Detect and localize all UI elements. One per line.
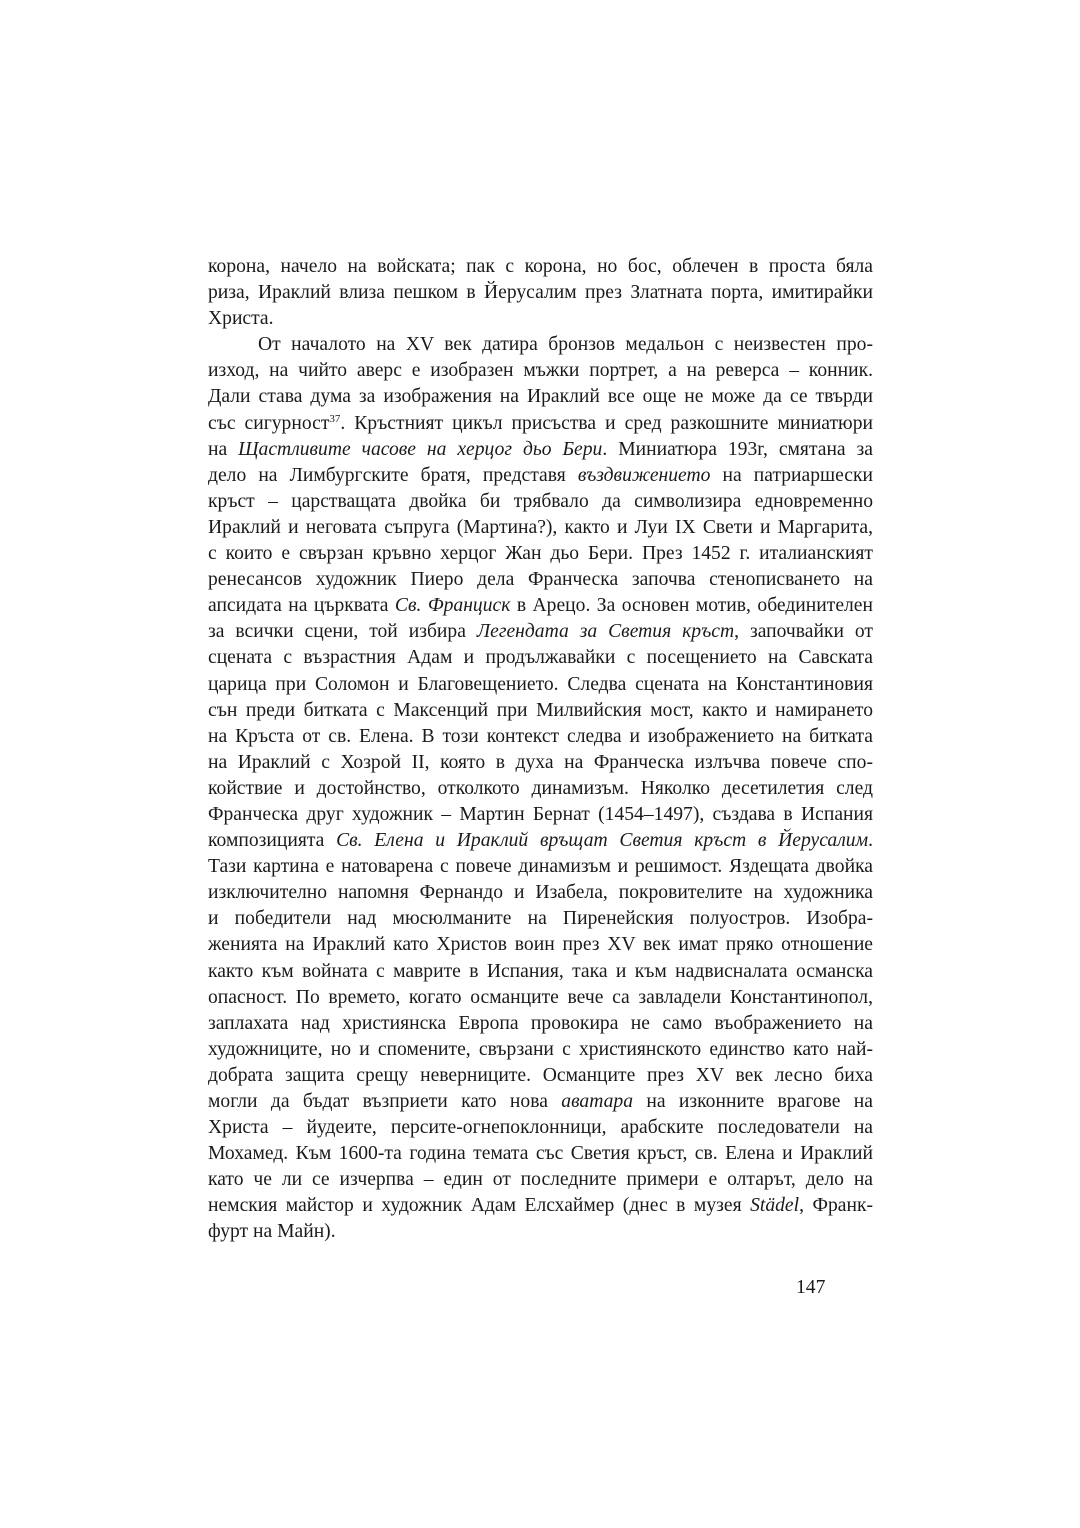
text-fragment: , Франк-	[799, 1195, 873, 1217]
text-line: Тази картина е натоварена с повече динамизъм и решимост. Яздещата двойка	[208, 856, 873, 878]
text-fragment: .	[868, 830, 873, 852]
text-line: ренесансов художник Пиеро дела Франческа започва стенописването на	[208, 569, 873, 591]
text-fragment: могли да бъдат възприети като нова	[208, 1091, 562, 1112]
text-line: корона, начело на войската; пак с корона, но бос, облечен в проста бяла	[208, 256, 873, 277]
text-line: изход, на чийто аверс е изобразен мъжки портрет, а на реверса – конник.	[208, 360, 873, 382]
text-line: както към войната с маврите в Испания, така и към надвисналата османска	[208, 960, 873, 982]
text-line: на Ираклий с Хозрой II, която в духа на Франческа излъчва повече спо-	[208, 751, 873, 773]
text-fragment: в Арецо. За основен мотив, обединителен	[510, 595, 873, 617]
text-line	[208, 411, 873, 437]
text-line	[208, 828, 873, 854]
text-line: заплахата над християнска Европа провокира не само въображението на	[208, 1012, 873, 1034]
text-line: койствие и достойнство, отколкото динамизъм. Няколко десетилетия след	[208, 777, 873, 799]
text-fragment: на изконните врагове на	[633, 1091, 873, 1112]
text-line: художниците, но и спомените, свързани с християнското единство като най-	[208, 1038, 873, 1060]
text-line	[208, 593, 873, 619]
text-line	[208, 619, 873, 645]
text-line: Мохамед. Към 1600-та година темата със Светия кръст, св. Елена и Ираклий	[208, 1143, 873, 1165]
text-line: като че ли се изчерпва – един от последните примери е олтарът, дело на	[208, 1169, 873, 1191]
text-fragment: на патриаршески	[710, 464, 873, 486]
paragraph-1	[208, 254, 873, 332]
text-line: кръст – царстващата двойка би трябвало да символизира едновременно	[208, 490, 873, 512]
text-line: опасност. По времето, когато османците вече са завладели Константинопол,	[208, 986, 873, 1008]
text-line	[208, 1193, 873, 1219]
text-line	[208, 1089, 873, 1115]
text-line: сън преди битката с Максенций при Милвийския мост, както и намирането	[208, 699, 873, 721]
text-line: Ираклий и неговата съпруга (Мартина?), както и Луи IX Свети и Маргарита,	[208, 516, 873, 538]
page-number: 147	[796, 1277, 826, 1298]
italic-title: Легендата за Светия кръст	[476, 621, 735, 643]
text-line: на Кръста от св. Елена. В този контекст следва и изображението на битката	[208, 725, 873, 747]
text-line: Дали става дума за изображения на Ираклий все още не може да се твърди	[208, 386, 873, 408]
italic-title: Св. Елена и Ираклий връщат Светия кръст в Йерусалим	[336, 830, 869, 852]
text-line	[208, 463, 873, 489]
paragraph-2	[208, 332, 873, 1245]
text-fragment: немския майстор и художник Адам Елсхаймер (днес в музея	[208, 1195, 751, 1217]
italic-title: Städel	[750, 1195, 800, 1217]
text-line: и победители над мюсюлманите на Пиренейския полуостров. Изобра-	[208, 908, 873, 930]
text-line: риза, Ираклий влиза пешком в Йерусалим през Златната порта, имитирайки	[208, 282, 873, 304]
text-line: царица при Соломон и Благовещението. Следва сцената на Константиновия	[208, 673, 873, 695]
text-line: Франческа друг художник – Мартин Бернат (1454–1497), създава в Испания	[208, 803, 873, 825]
text-line: От началото на XV век датира бронзов медальон с неизвестен про-	[258, 334, 873, 356]
italic-term: аватара	[561, 1091, 634, 1112]
text-line: фурт на Майн).	[208, 1221, 336, 1243]
body-text	[208, 254, 873, 1246]
text-line: добрата защита срещу неверниците. Османците през XV век лесно биха	[208, 1064, 873, 1086]
text-fragment: , започвайки от	[734, 621, 873, 643]
text-line: Христа – йудеите, персите-огнепоклонници, арабските последователи на	[208, 1117, 873, 1139]
italic-term: въздвижението	[577, 464, 711, 486]
text-fragment: на	[208, 438, 239, 460]
text-line: с които е свързан кръвно херцог Жан дьо Бери. През 1452 г. италианският	[208, 543, 873, 565]
text-fragment: . Миниатюра 193r, смятана за	[602, 438, 873, 460]
italic-title: Щастливите часове на херцог дьо Бери	[238, 438, 603, 460]
text-fragment: със сигурност	[208, 412, 330, 434]
text-line: изключително напомня Фернандо и Изабела, покровителите на художника	[208, 882, 873, 904]
text-fragment: композицията	[208, 830, 337, 852]
text-fragment: . Кръстният цикъл присъства и сред разкошните миниатюри	[340, 412, 873, 434]
text-line: Христа.	[208, 308, 274, 330]
text-fragment: апсидата на църквата	[208, 595, 395, 617]
text-fragment: за всички сцени, той избира	[208, 621, 477, 643]
text-line: сцената с възрастния Адам и продължавайки с посещението на Савската	[208, 647, 873, 669]
italic-title: Св. Франциск	[394, 595, 511, 617]
text-fragment: дело на Лимбургските братя, представя	[208, 464, 578, 486]
text-line	[208, 437, 873, 463]
text-line: женията на Ираклий като Христов воин през XV век имат пряко отношение	[208, 934, 873, 956]
footnote-ref: 37	[329, 412, 341, 425]
